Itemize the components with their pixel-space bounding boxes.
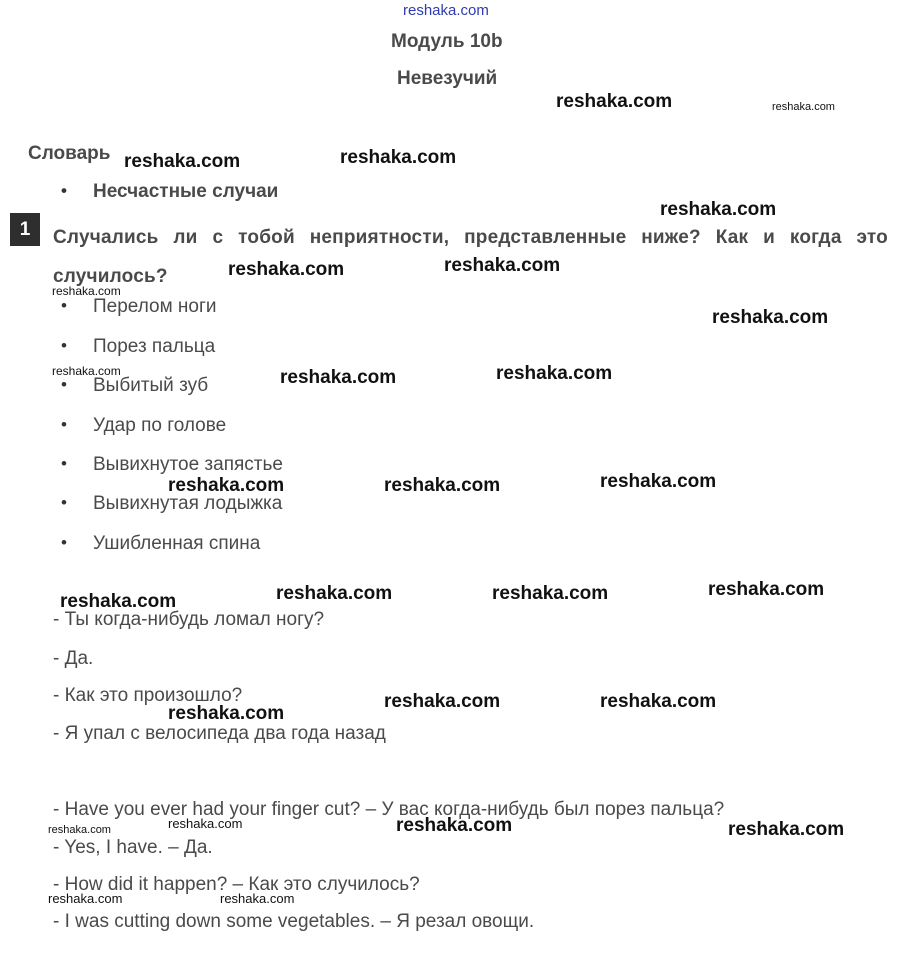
vocabulary-heading: Словарь [28, 143, 111, 164]
module-subtitle: Невезучий [397, 68, 498, 89]
task-item: • Перелом ноги [93, 296, 217, 318]
watermark-small: reshaka.com [52, 284, 121, 298]
watermark: reshaka.com [60, 591, 177, 612]
watermark: reshaka.com [600, 691, 717, 712]
watermark: reshaka.com [496, 363, 613, 384]
watermark: reshaka.com [492, 583, 609, 604]
dialogue-line: - Have you ever had your finger cut? – У вас когда-нибудь был порез пальца? [53, 799, 725, 820]
dialogue-line: - Ты когда-нибудь ломал ногу? [53, 609, 325, 630]
task-item: • Порез пальца [93, 336, 215, 358]
task-number-badge: 1 [10, 213, 40, 246]
watermark: reshaka.com [708, 579, 825, 600]
vocabulary-item: • Несчастные случаи [93, 181, 278, 203]
dialogue-line: - Да. [53, 648, 94, 669]
watermark-small: reshaka.com [772, 101, 835, 113]
watermark: reshaka.com [600, 471, 717, 492]
watermark: reshaka.com [396, 815, 513, 836]
watermark: reshaka.com [660, 199, 777, 220]
dialogue-line: - Я упал с велосипеда два года назад [53, 723, 386, 744]
watermark-small: reshaka.com [48, 891, 123, 906]
watermark-small: reshaka.com [48, 824, 111, 836]
watermark: reshaka.com [444, 255, 561, 276]
dialogue-line: - I was cutting down some vegetables. – Я резал овощи. [53, 911, 535, 932]
watermark-small: reshaka.com [168, 816, 243, 831]
dialogue-line: - Yes, I have. – Да. [53, 837, 213, 858]
task-item: • Вывихнутое запястье [93, 454, 283, 476]
watermark: reshaka.com [728, 819, 845, 840]
watermark-small: reshaka.com [220, 891, 295, 906]
task-item: • Ушибленная спина [93, 533, 260, 555]
watermark: reshaka.com [228, 259, 345, 280]
site-header-link[interactable]: reshaka.com [403, 2, 489, 19]
watermark: reshaka.com [340, 147, 457, 168]
watermark-small: reshaka.com [52, 364, 121, 378]
dialogue-line: - How did it happen? – Как это случилось? [53, 874, 420, 895]
task-question: Случались ли с тобой неприятности, представленные ниже? Как и когда это случилось? [53, 227, 888, 287]
watermark: reshaka.com [276, 583, 393, 604]
watermark: reshaka.com [384, 475, 501, 496]
task-item: • Удар по голове [93, 415, 226, 437]
watermark: reshaka.com [556, 91, 673, 112]
watermark: reshaka.com [124, 151, 241, 172]
watermark: reshaka.com [168, 475, 285, 496]
watermark: reshaka.com [280, 367, 397, 388]
watermark: reshaka.com [384, 691, 501, 712]
task-item: • Вывихнутая лодыжка [93, 493, 282, 515]
module-title: Модуль 10b [391, 31, 503, 52]
task-item: • Выбитый зуб [93, 375, 208, 397]
watermark: reshaka.com [168, 703, 285, 724]
watermark: reshaka.com [712, 307, 829, 328]
dialogue-line: - Как это произошло? [53, 685, 243, 706]
